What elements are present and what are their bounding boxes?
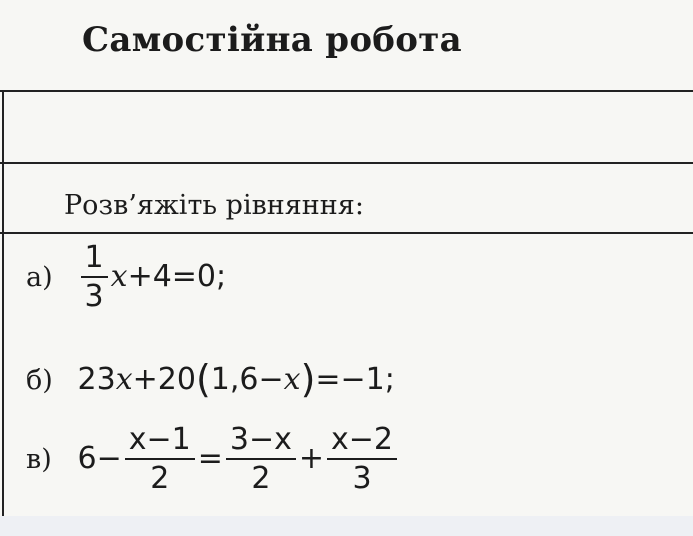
worksheet-title: Самостійна робота xyxy=(82,20,462,60)
equation-label: б) xyxy=(26,365,53,396)
term: 1,6− xyxy=(210,362,284,397)
variable-x: x xyxy=(283,362,301,397)
fraction-numerator: x−2 xyxy=(327,422,397,460)
fraction-denominator: 2 xyxy=(251,461,271,496)
equation-rest: +4=0; xyxy=(127,259,227,294)
term: 6− xyxy=(77,441,122,476)
instruction-text: Розв’яжіть рівняння: xyxy=(64,190,364,221)
table-left-border xyxy=(2,90,4,516)
variable-x: x xyxy=(110,259,128,294)
equation-rhs: =−1; xyxy=(315,362,395,397)
fraction-denominator: 3 xyxy=(352,461,372,496)
fraction-numerator: 3−x xyxy=(226,422,296,460)
fraction xyxy=(226,422,296,498)
equation-label: а) xyxy=(26,262,53,293)
paren-close: ) xyxy=(300,357,316,401)
equation-a xyxy=(26,240,226,316)
fraction-numerator: 1 xyxy=(81,240,108,278)
paren-open: ( xyxy=(195,357,211,401)
table-top-border xyxy=(0,90,693,92)
plus-sign: + xyxy=(298,441,325,476)
fraction xyxy=(81,240,108,316)
term: +20 xyxy=(132,362,196,397)
fraction-denominator: 2 xyxy=(150,461,170,496)
variable-x: x xyxy=(115,362,133,397)
fraction xyxy=(327,422,397,498)
equation-label: в) xyxy=(26,444,52,475)
term: 23 xyxy=(77,362,116,397)
equation-c xyxy=(26,422,400,498)
table-row-divider xyxy=(0,232,693,234)
equation-b xyxy=(26,357,395,401)
fraction-denominator: 3 xyxy=(84,279,104,314)
fraction xyxy=(125,422,195,498)
table-row-divider xyxy=(0,162,693,164)
fraction-numerator: x−1 xyxy=(125,422,195,460)
equals-sign: = xyxy=(197,441,223,476)
